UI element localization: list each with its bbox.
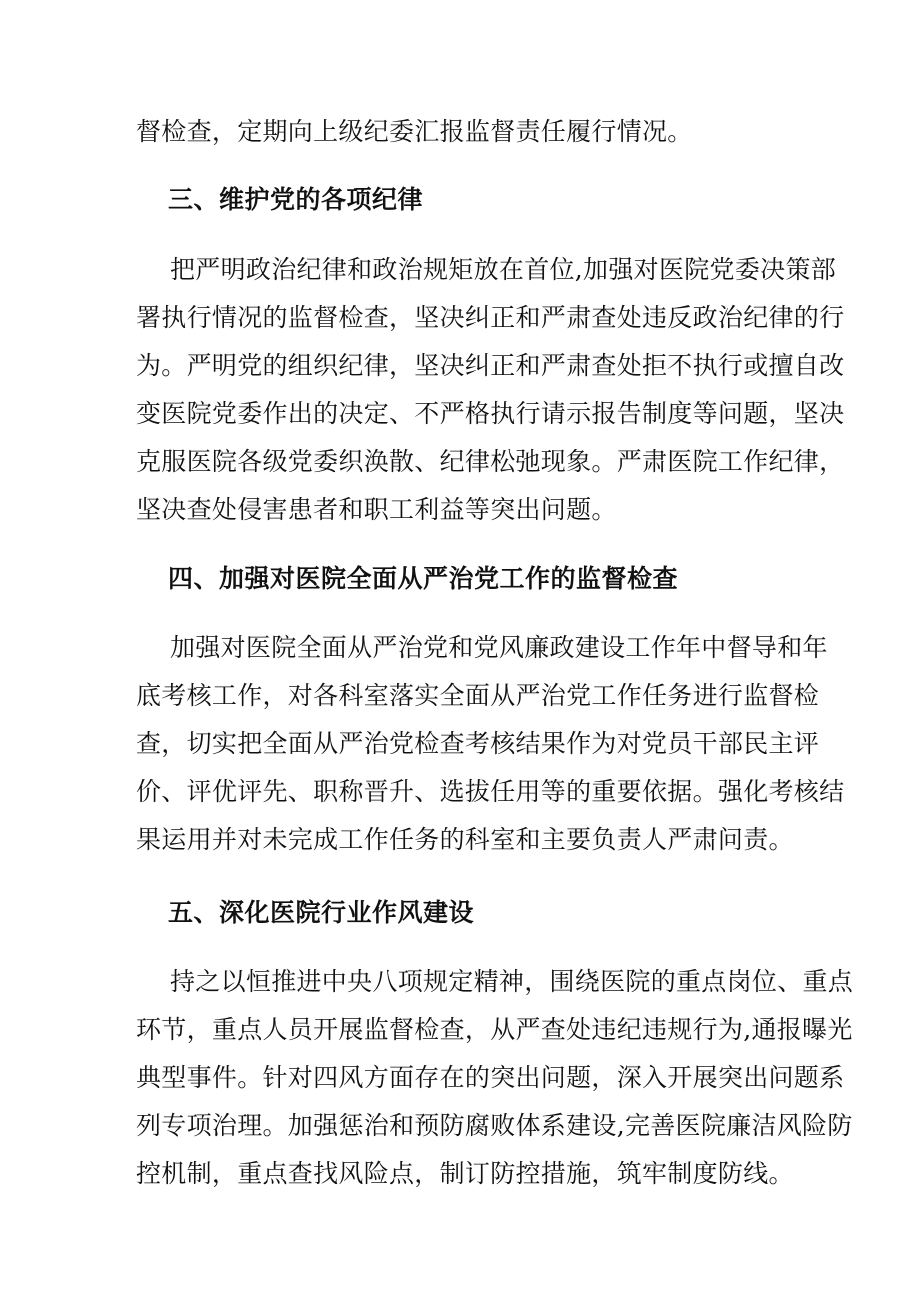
- paragraph-line: 把严明政治纪律和政治规矩放在首位,加强对医院党委决策部: [170, 255, 837, 284]
- paragraph-line: 控机制，重点查找风险点，制订防控措施，筑牢制度防线。: [136, 1159, 794, 1188]
- paragraph-line: 环节，重点人员开展监督检查，从严查处违纪违规行为,通报曝光: [136, 1015, 853, 1044]
- paragraph-line: 果运用并对未完成工作任务的科室和主要负责人严肃问责。: [136, 825, 794, 854]
- paragraph-line: 为。严明党的组织纪律，坚决纠正和严肃查处拒不执行或擅自改: [136, 351, 845, 380]
- paragraph-line: 查，切实把全面从严治党检查考核结果作为对党员干部民主评: [136, 729, 820, 758]
- paragraph-line: 变医院党委作出的决定、不严格执行请示报告制度等问题，坚决: [136, 399, 845, 428]
- paragraph-line: 持之以恒推进中央八项规定精神，围绕医院的重点岗位、重点: [170, 967, 854, 996]
- paragraph-line: 典型事件。针对四风方面存在的突出问题，深入开展突出问题系: [136, 1063, 845, 1092]
- section-heading-5: 五、深化医院行业作风建设: [168, 898, 475, 927]
- paragraph-line: 列专项治理。加强惩治和预防腐败体系建设,完善医院廉洁风险防: [136, 1111, 853, 1140]
- paragraph-line: 坚决查处侵害患者和职工利益等突出问题。: [136, 495, 617, 524]
- section-heading-3: 三、维护党的各项纪律: [168, 185, 424, 214]
- paragraph-line: 署执行情况的监督检查，坚决纠正和严肃查处违反政治纪律的行: [136, 303, 845, 332]
- paragraph-line: 价、评优评先、职称晋升、选拔任用等的重要依据。强化考核结: [136, 777, 845, 806]
- paragraph-line: 克服医院各级党委织涣散、纪律松弛现象。严肃医院工作纪律，: [136, 447, 845, 476]
- paragraph-line: 底考核工作，对各科室落实全面从严治党工作任务进行监督检: [136, 681, 820, 710]
- paragraph-line: 督检查，定期向上级纪委汇报监督责任履行情况。: [136, 117, 693, 146]
- section-heading-4: 四、加强对医院全面从严治党工作的监督检查: [168, 564, 679, 593]
- paragraph-line: 加强对医院全面从严治党和党风廉政建设工作年中督导和年: [170, 633, 828, 662]
